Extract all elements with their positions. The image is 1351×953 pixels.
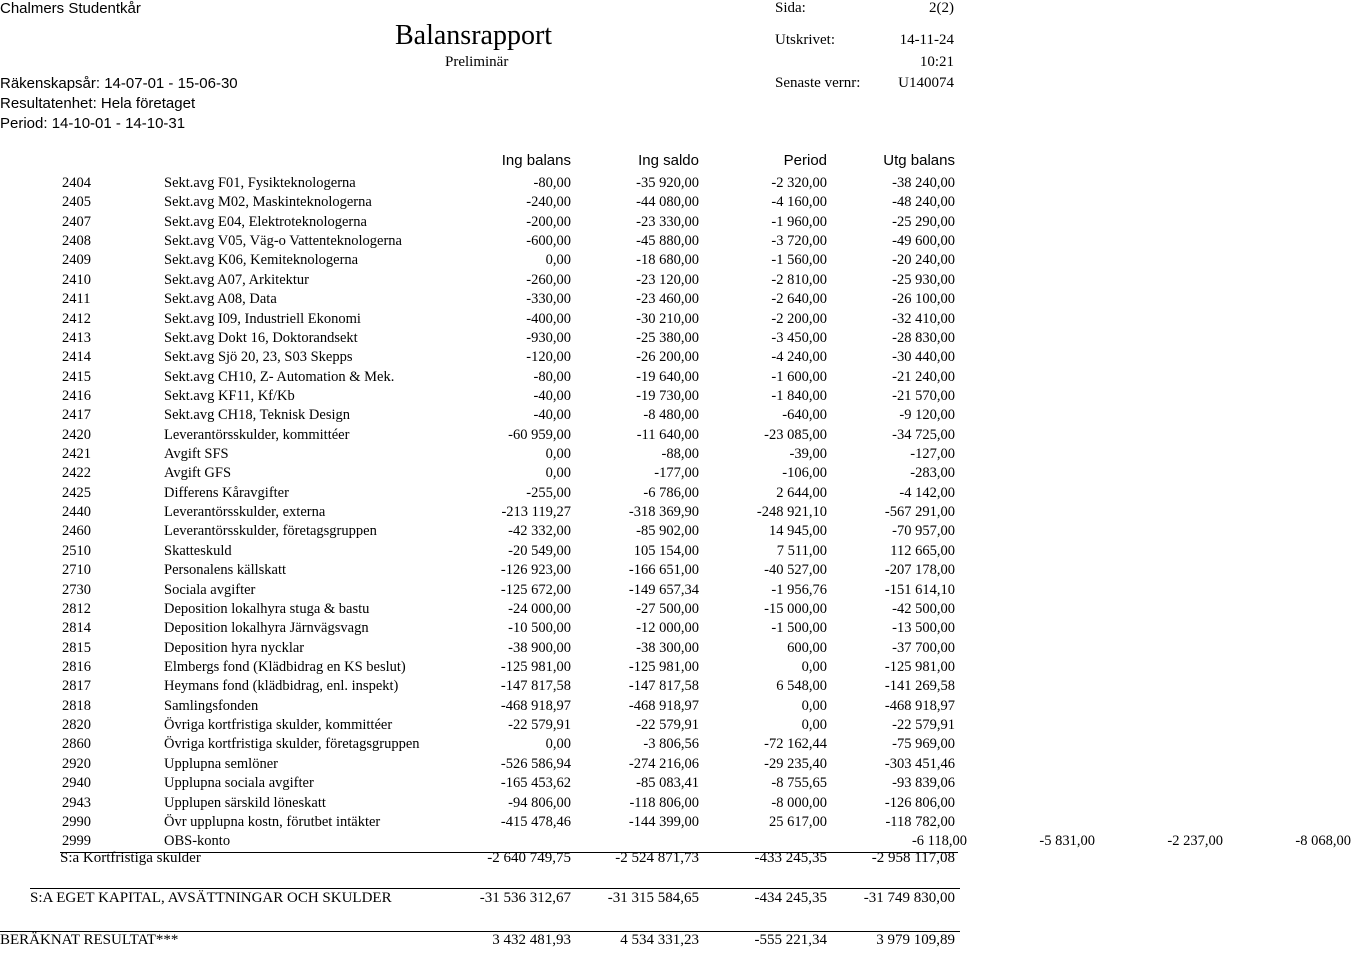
- printed-time: 10:21: [919, 54, 954, 70]
- period-value: 7 511,00: [776, 542, 827, 559]
- account-number: 2860: [62, 736, 91, 753]
- utg-balans-value: -28 830,00: [892, 329, 955, 346]
- ing-saldo-value: -22 579,91: [636, 717, 699, 734]
- ing-saldo-value: -274 216,06: [628, 755, 699, 772]
- ing-saldo-value: -45 880,00: [636, 233, 699, 250]
- account-number: 2405: [62, 194, 91, 211]
- result-unit: Resultatenhet: Hela företaget: [0, 95, 196, 112]
- period-value: -8 000,00: [771, 794, 827, 811]
- column-header-ing-balans: Ing balans: [501, 152, 571, 169]
- account-name: Differens Kåravgifter: [164, 484, 289, 501]
- printed-label: Utskrivet:: [775, 32, 835, 48]
- ing-saldo-value: -11 640,00: [636, 426, 699, 443]
- period-value: 2 644,00: [776, 484, 827, 501]
- table-row: [0, 774, 960, 793]
- last-vernr-label: Senaste vernr:: [775, 75, 861, 91]
- ing-balans-value: -38 900,00: [508, 639, 571, 656]
- ing-saldo-value: -25 380,00: [636, 329, 699, 346]
- account-number: 2990: [62, 813, 91, 830]
- account-name: Elmbergs fond (Klädbidrag en KS beslut): [164, 658, 406, 675]
- account-number: 2416: [62, 387, 91, 404]
- ing-saldo-value: -125 981,00: [628, 658, 699, 675]
- account-name: Skatteskuld: [164, 542, 232, 559]
- account-name: Leverantörsskulder, företagsgruppen: [164, 523, 377, 540]
- period-value: -3 720,00: [771, 233, 827, 250]
- ing-saldo-value: -8 480,00: [643, 407, 699, 424]
- utg-balans-value: -48 240,00: [892, 194, 955, 211]
- account-name: OBS-konto: [164, 833, 231, 850]
- utg-balans-value: -93 839,06: [892, 775, 955, 792]
- account-name: Personalens källskatt: [164, 562, 287, 579]
- ing-balans-value: -24 000,00: [508, 600, 571, 617]
- utg-balans-value: -303 451,46: [884, 755, 955, 772]
- printed-date: 14-11-24: [899, 32, 954, 48]
- ing-balans-value: 0,00: [545, 465, 571, 482]
- table-row: [0, 619, 960, 638]
- period-value: -40 527,00: [764, 562, 827, 579]
- account-number: 2814: [62, 620, 91, 637]
- ing-balans-value: -42 332,00: [508, 523, 571, 540]
- account-number: 2818: [62, 697, 91, 714]
- account-name: Leverantörsskulder, kommittéer: [164, 426, 350, 443]
- ing-saldo-value: -35 920,00: [636, 175, 699, 191]
- ing-balans-value: -125 672,00: [500, 581, 571, 598]
- utg-balans-value: -22 579,91: [892, 717, 955, 734]
- account-name: Sekt.avg CH10, Z- Automation & Mek.: [164, 368, 395, 385]
- ing-saldo-value: -19 640,00: [636, 368, 699, 385]
- ing-saldo-value: -118 806,00: [629, 794, 699, 811]
- column-header-ing-saldo: Ing saldo: [638, 152, 699, 169]
- account-name: Upplupna semlöner: [164, 755, 278, 772]
- period-value: 0,00: [801, 697, 827, 714]
- utg-balans-value: -49 600,00: [892, 233, 955, 250]
- period-value: -640,00: [782, 407, 827, 424]
- table-row: [0, 464, 960, 483]
- account-name: Heymans fond (klädbidrag, enl. inspekt): [164, 678, 399, 695]
- utg-balans-value: -34 725,00: [892, 426, 955, 443]
- period-value: 0,00: [801, 717, 827, 734]
- utg-balans-value: 112 665,00: [890, 542, 955, 559]
- utg-balans-value: -4 142,00: [899, 484, 955, 501]
- period-value: -15 000,00: [764, 600, 827, 617]
- account-name: Sekt.avg K06, Kemiteknologerna: [164, 252, 359, 269]
- account-number: 2440: [62, 504, 91, 521]
- ing-saldo-value: -85 083,41: [636, 775, 699, 792]
- period-value: 6 548,00: [776, 678, 827, 695]
- account-name: Sekt.avg E04, Elektroteknologerna: [164, 213, 367, 230]
- ing-saldo-value: -12 000,00: [636, 620, 699, 637]
- ing-saldo-value: 105 154,00: [633, 542, 699, 559]
- table-row: [0, 735, 960, 754]
- page-number: 2(2): [929, 0, 954, 16]
- ing-balans-value: -255,00: [526, 484, 571, 501]
- ing-balans-value: -40,00: [533, 387, 571, 404]
- utg-balans-value: -13 500,00: [892, 620, 955, 637]
- utg-balans-value: -25 930,00: [892, 271, 955, 288]
- total-label: BERÄKNAT RESULTAT***: [0, 932, 179, 948]
- table-row: [0, 813, 960, 832]
- account-name: Sekt.avg V05, Väg-o Vattenteknologerna: [164, 233, 402, 250]
- total-ing-saldo: -2 524 871,73: [615, 850, 699, 866]
- utg-balans-value: -21 570,00: [892, 387, 955, 404]
- account-name: Övriga kortfristiga skulder, kommittéer: [164, 717, 393, 734]
- ing-saldo-value: -318 369,90: [628, 504, 699, 521]
- ing-balans-value: -147 817,58: [500, 678, 571, 695]
- account-number: 2417: [62, 407, 91, 424]
- account-number: 2999: [62, 833, 91, 850]
- account-number: 2920: [62, 755, 91, 772]
- utg-balans-value: -207 178,00: [884, 562, 955, 579]
- table-row: [0, 581, 960, 600]
- ing-saldo-value: -18 680,00: [636, 252, 699, 269]
- last-vernr-value: U140074: [898, 75, 954, 91]
- ing-saldo-value: -85 902,00: [636, 523, 699, 540]
- column-header-period: Period: [783, 152, 827, 169]
- ing-balans-value: -260,00: [526, 271, 571, 288]
- table-row: [0, 251, 960, 270]
- table-row: [0, 503, 960, 522]
- ing-balans-value: -80,00: [533, 175, 571, 191]
- period-value: -2 200,00: [771, 310, 827, 327]
- account-number: 2812: [62, 600, 91, 617]
- ing-saldo-value: -19 730,00: [636, 387, 699, 404]
- ing-balans-value: 0,00: [545, 736, 571, 753]
- utg-balans-value: -42 500,00: [892, 600, 955, 617]
- account-name: Samlingsfonden: [164, 697, 259, 714]
- ing-balans-value: -415 478,46: [500, 813, 571, 830]
- ing-balans-value: -125 981,00: [500, 658, 571, 675]
- account-number: 2817: [62, 678, 91, 695]
- ing-balans-value: -600,00: [526, 233, 571, 250]
- ing-saldo-value: -23 330,00: [636, 213, 699, 230]
- ing-saldo-value: -468 918,97: [628, 697, 699, 714]
- account-number: 2510: [62, 542, 91, 559]
- total-period: -433 245,35: [754, 850, 827, 866]
- account-number: 2407: [62, 213, 91, 230]
- period-value: -72 162,44: [764, 736, 827, 753]
- ing-balans-value: -165 453,62: [500, 775, 571, 792]
- ing-saldo-value: -26 200,00: [636, 349, 699, 366]
- column-header-utg-balans: Utg balans: [883, 152, 955, 169]
- period-value: 600,00: [787, 639, 827, 656]
- account-name: Deposition hyra nycklar: [164, 639, 305, 656]
- ing-balans-value: -526 586,94: [500, 755, 571, 772]
- ing-saldo-value: -6 786,00: [643, 484, 699, 501]
- account-number: 2816: [62, 658, 91, 675]
- account-name: Sekt.avg CH18, Teknisk Design: [164, 407, 351, 424]
- ing-balans-value: -120,00: [526, 349, 571, 366]
- period-value: -106,00: [782, 465, 827, 482]
- table-row: [0, 484, 960, 503]
- ing-balans-value: -60 959,00: [508, 426, 571, 443]
- utg-balans-value: -8 068,00: [1295, 833, 1351, 850]
- account-number: 2422: [62, 465, 91, 482]
- account-name: Sekt.avg F01, Fysikteknologerna: [164, 175, 356, 191]
- ing-balans-value: 0,00: [545, 446, 571, 463]
- period-value: -1 560,00: [771, 252, 827, 269]
- account-name: Upplupen särskild löneskatt: [164, 794, 326, 811]
- account-number: 2404: [62, 175, 91, 191]
- account-name: Sekt.avg I09, Industriell Ekonomi: [164, 310, 361, 327]
- period-value: -29 235,40: [764, 755, 827, 772]
- period-value: -3 450,00: [771, 329, 827, 346]
- account-number: 2425: [62, 484, 91, 501]
- period-value: -2 320,00: [771, 175, 827, 191]
- table-row: [0, 600, 960, 619]
- table-row: [0, 755, 960, 774]
- period-value: -2 810,00: [771, 271, 827, 288]
- utg-balans-value: -32 410,00: [892, 310, 955, 327]
- account-name: Sekt.avg M02, Maskinteknologerna: [164, 194, 372, 211]
- table-row: [0, 329, 960, 348]
- utg-balans-value: -283,00: [910, 465, 955, 482]
- table-row: [0, 561, 960, 580]
- account-name: Deposition lokalhyra stuga & bastu: [164, 600, 370, 617]
- account-name: Avgift GFS: [164, 465, 232, 482]
- table-row: [0, 232, 960, 251]
- table-row: [0, 271, 960, 290]
- account-name: Sekt.avg A08, Data: [164, 291, 277, 308]
- ing-saldo-value: -166 651,00: [628, 562, 699, 579]
- account-name: Sekt.avg Sjö 20, 23, S03 Skepps: [164, 349, 353, 366]
- account-number: 2413: [62, 329, 91, 346]
- table-row: [0, 426, 960, 445]
- ing-balans-value: -40,00: [533, 407, 571, 424]
- table-row: [0, 716, 960, 735]
- ing-saldo-value: -88,00: [661, 446, 699, 463]
- account-name: Övr upplupna kostn, förutbet intäkter: [164, 813, 381, 830]
- account-name: Avgift SFS: [164, 446, 229, 463]
- table-row: [0, 639, 960, 658]
- account-number: 2710: [62, 562, 91, 579]
- table-row: [0, 310, 960, 329]
- period-value: -39,00: [789, 446, 827, 463]
- table-row: [0, 213, 960, 232]
- utg-balans-value: -468 918,97: [884, 697, 955, 714]
- ing-saldo-value: -30 210,00: [636, 310, 699, 327]
- utg-balans-value: -25 290,00: [892, 213, 955, 230]
- ing-saldo-value: -44 080,00: [636, 194, 699, 211]
- total-ing-saldo: 4 534 331,23: [620, 932, 699, 948]
- period-value: -1 840,00: [771, 387, 827, 404]
- page-label: Sida:: [775, 0, 806, 16]
- total-ing-saldo: -31 315 584,65: [607, 890, 699, 906]
- table-row: [0, 697, 960, 716]
- account-number: 2414: [62, 349, 91, 366]
- ing-balans-value: -930,00: [526, 329, 571, 346]
- utg-balans-value: -20 240,00: [892, 252, 955, 269]
- table-row: [0, 658, 960, 677]
- fiscal-year: Räkenskapsår: 14-07-01 - 15-06-30: [0, 75, 238, 92]
- table-row: [0, 348, 960, 367]
- utg-balans-value: -9 120,00: [899, 407, 955, 424]
- total-kortfristiga-skulder: [0, 850, 960, 870]
- utg-balans-value: -118 782,00: [885, 813, 955, 830]
- period-value: -23 085,00: [764, 426, 827, 443]
- ing-saldo-value: -27 500,00: [636, 600, 699, 617]
- table-row: [0, 677, 960, 696]
- ing-balans-value: -80,00: [533, 368, 571, 385]
- table-row: [0, 290, 960, 309]
- account-number: 2408: [62, 233, 91, 250]
- table-row: [0, 193, 960, 212]
- account-number: 2460: [62, 523, 91, 540]
- period-value: -4 160,00: [771, 194, 827, 211]
- total-utg-balans: -2 958 117,08: [871, 850, 955, 866]
- account-name: Sekt.avg A07, Arkitektur: [164, 271, 309, 288]
- utg-balans-value: -126 806,00: [884, 794, 955, 811]
- account-name: Övriga kortfristiga skulder, företagsgruppen: [164, 736, 420, 753]
- utg-balans-value: -30 440,00: [892, 349, 955, 366]
- ing-saldo-value: -144 399,00: [628, 813, 699, 830]
- table-row: [0, 406, 960, 425]
- ing-balans-value: -213 119,27: [501, 504, 571, 521]
- ing-balans-value: -20 549,00: [508, 542, 571, 559]
- period-value: -1 600,00: [771, 368, 827, 385]
- utg-balans-value: -38 240,00: [892, 175, 955, 191]
- utg-balans-value: -70 957,00: [892, 523, 955, 540]
- account-name: Sekt.avg KF11, Kf/Kb: [164, 387, 295, 404]
- divider: [30, 888, 960, 889]
- account-number: 2409: [62, 252, 91, 269]
- period-value: -1 956,76: [771, 581, 827, 598]
- account-number: 2411: [62, 291, 91, 308]
- ing-saldo-value: -38 300,00: [636, 639, 699, 656]
- period-value: -8 755,65: [771, 775, 827, 792]
- table-row: [0, 368, 960, 387]
- utg-balans-value: -37 700,00: [892, 639, 955, 656]
- utg-balans-value: -151 614,10: [884, 581, 955, 598]
- total-beraknat-resultat: [0, 932, 960, 952]
- ing-saldo-value: -3 806,56: [643, 736, 699, 753]
- account-number: 2730: [62, 581, 91, 598]
- ing-saldo-value: -149 657,34: [628, 581, 699, 598]
- period-value: -2 640,00: [771, 291, 827, 308]
- total-utg-balans: -31 749 830,00: [863, 890, 955, 906]
- report-status: Preliminär: [445, 54, 509, 70]
- account-number: 2410: [62, 271, 91, 288]
- table-row: [0, 445, 960, 464]
- total-ing-balans: 3 432 481,93: [492, 932, 571, 948]
- period-range: Period: 14-10-01 - 14-10-31: [0, 115, 186, 132]
- account-name: Leverantörsskulder, externa: [164, 504, 326, 521]
- table-row: [0, 542, 960, 561]
- account-number: 2820: [62, 717, 91, 734]
- ing-balans-value: -6 118,00: [911, 833, 967, 850]
- account-table: [0, 174, 1351, 853]
- ing-saldo-value: -5 831,00: [1039, 833, 1095, 850]
- account-name: Sekt.avg Dokt 16, Doktorandsekt: [164, 329, 358, 346]
- total-ing-balans: -31 536 312,67: [479, 890, 571, 906]
- period-value: 14 945,00: [769, 523, 827, 540]
- account-number: 2412: [62, 310, 91, 327]
- utg-balans-value: -127,00: [910, 446, 955, 463]
- period-value: -1 500,00: [771, 620, 827, 637]
- ing-balans-value: -330,00: [526, 291, 571, 308]
- table-row: [0, 794, 960, 813]
- ing-saldo-value: -23 120,00: [636, 271, 699, 288]
- ing-balans-value: -400,00: [526, 310, 571, 327]
- ing-saldo-value: -23 460,00: [636, 291, 699, 308]
- total-period: -555 221,34: [754, 932, 827, 948]
- utg-balans-value: -21 240,00: [892, 368, 955, 385]
- period-value: 25 617,00: [769, 813, 827, 830]
- total-label: S:A EGET KAPITAL, AVSÄTTNINGAR OCH SKULDER: [30, 890, 392, 906]
- ing-balans-value: -126 923,00: [500, 562, 571, 579]
- ing-balans-value: -200,00: [526, 213, 571, 230]
- table-row: [0, 174, 960, 193]
- utg-balans-value: -567 291,00: [884, 504, 955, 521]
- period-value: -4 240,00: [771, 349, 827, 366]
- ing-balans-value: -240,00: [526, 194, 571, 211]
- table-row: [0, 522, 960, 541]
- ing-saldo-value: -147 817,58: [628, 678, 699, 695]
- report-title: Balansrapport: [395, 20, 553, 51]
- total-ing-balans: -2 640 749,75: [487, 850, 571, 866]
- total-eget-kapital: [0, 890, 960, 910]
- ing-balans-value: -94 806,00: [508, 794, 571, 811]
- account-number: 2940: [62, 775, 91, 792]
- account-number: 2421: [62, 446, 91, 463]
- account-number: 2943: [62, 794, 91, 811]
- ing-saldo-value: -177,00: [654, 465, 699, 482]
- account-name: Deposition lokalhyra Järnvägsvagn: [164, 620, 369, 637]
- account-name: Upplupna sociala avgifter: [164, 775, 314, 792]
- account-number: 2420: [62, 426, 91, 443]
- period-value: 0,00: [801, 658, 827, 675]
- organization-name: Chalmers Studentkår: [0, 0, 141, 17]
- ing-balans-value: -22 579,91: [508, 717, 571, 734]
- total-label: S:a Kortfristiga skulder: [60, 850, 201, 866]
- utg-balans-value: -141 269,58: [884, 678, 955, 695]
- period-value: -2 237,00: [1167, 833, 1223, 850]
- ing-balans-value: -468 918,97: [500, 697, 571, 714]
- total-utg-balans: 3 979 109,89: [876, 932, 955, 948]
- ing-balans-value: 0,00: [545, 252, 571, 269]
- utg-balans-value: -75 969,00: [892, 736, 955, 753]
- utg-balans-value: -125 981,00: [884, 658, 955, 675]
- table-row: [0, 387, 960, 406]
- period-value: -248 921,10: [756, 504, 827, 521]
- utg-balans-value: -26 100,00: [892, 291, 955, 308]
- total-period: -434 245,35: [754, 890, 827, 906]
- account-number: 2815: [62, 639, 91, 656]
- account-name: Sociala avgifter: [164, 581, 256, 598]
- ing-balans-value: -10 500,00: [508, 620, 571, 637]
- period-value: -1 960,00: [771, 213, 827, 230]
- account-number: 2415: [62, 368, 91, 385]
